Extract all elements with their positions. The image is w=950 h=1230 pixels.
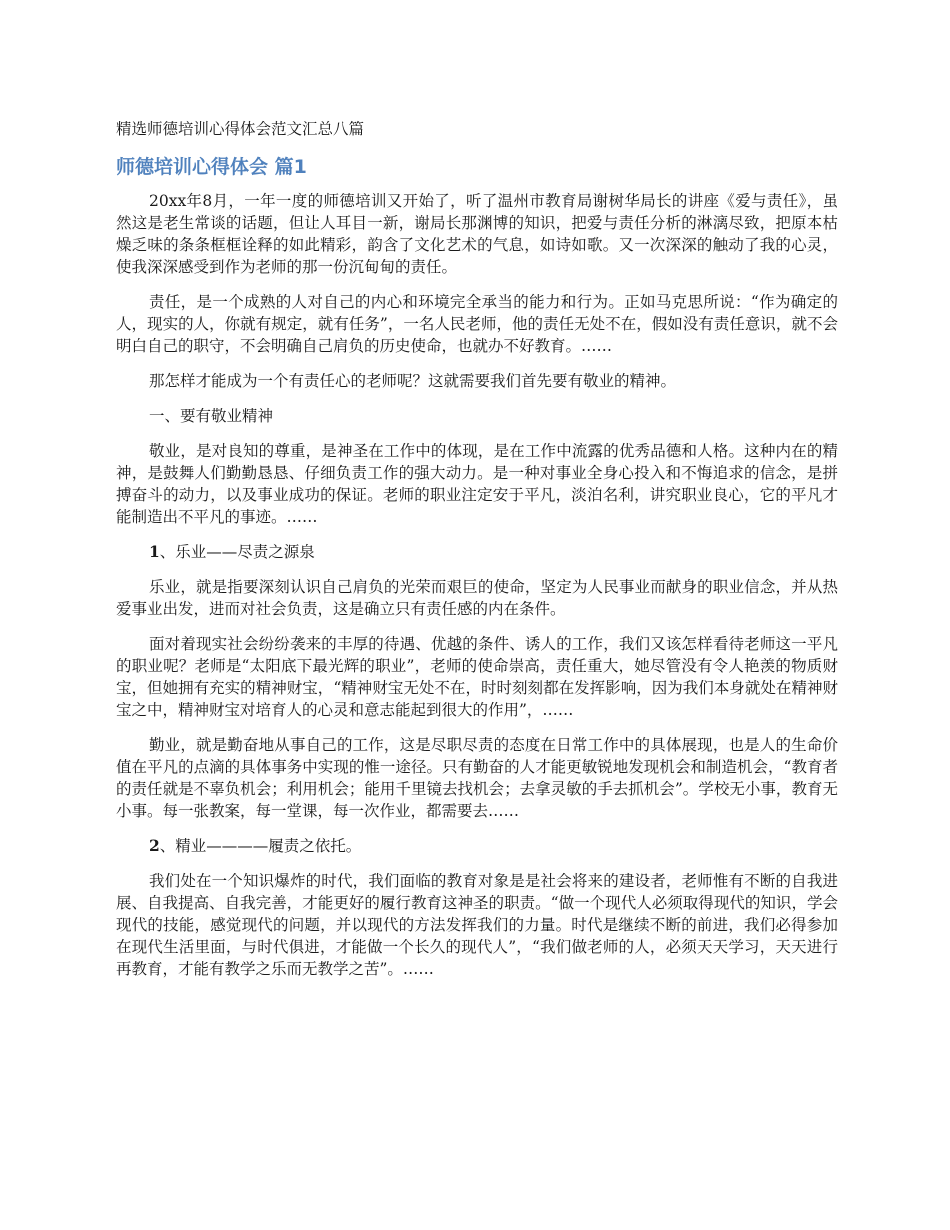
paragraph-8: 我们处在一个知识爆炸的时代，我们面临的教育对象是是社会将来的建设者，老师惟有不断的自我进展、自我提高、自我完善，才能更好的履行教育这神圣的职责。“做一个现代人必须取得现代的知识，学会现代的技能，感觉现代的问题，并以现代的方法发挥我们的力量。时代是继续不断的前进，我们必得参加在现代生活里面，与时代俱进，才能做一个长久的现代人”，“我们做老师的人，必须天天学习，天天进行再教育，才能有教学之乐而无教学之苦”。…… — [116, 872, 838, 978]
paragraph-2: 责任，是一个成熟的人对自己的内心和环境完全承当的能力和行为。正如马克思所说：“作为确定的人，现实的人，你就有规定，就有任务”，一名人民老师，他的责任无处不在，假如没有责任意识，就不会明白自己的职守，不会明确自己肩负的历史使命，也就办不好教育。…… — [116, 293, 838, 355]
subheading-1-number: 1 — [149, 542, 160, 561]
subheading-2-number: 2 — [149, 836, 160, 855]
paragraph-5: 乐业，就是指要深刻认识自己肩负的光荣而艰巨的使命，坚定为人民事业而献身的职业信念，并从热爱事业出发，进而对社会负责，这是确立只有责任感的内在条件。 — [116, 578, 838, 618]
paragraph-4: 敬业，是对良知的尊重，是神圣在工作中的体现，是在工作中流露的优秀品德和人格。这种内在的精神，是鼓舞人们勤勤恳恳、仔细负责工作的强大动力。是一种对事业全身心投入和不悔追求的信念，是拼搏奋斗的动力，以及事业成功的保证。老师的职业注定安于平凡，淡泊名利，讲究职业良心，它的平凡才能制造出不平凡的事迹。…… — [116, 442, 838, 526]
paragraph-heading-spirit: 一、要有敬业精神 — [149, 407, 274, 425]
paragraph-6: 面对着现实社会纷纷袭来的丰厚的待遇、优越的条件、诱人的工作，我们又该怎样看待老师这一平凡的职业呢？老师是“太阳底下最光辉的职业”，老师的使命崇高，责任重大，她尽管没有令人艳羡的物质财宝，但她拥有充实的精神财宝，“精神财宝无处不在，时时刻刻都在发挥影响，因为我们本身就处在精神财宝之中，精神财宝对培育人的心灵和意志能起到很大的作用”，…… — [116, 635, 838, 719]
document-title: 精选师德培训心得体会范文汇总八篇 — [116, 120, 365, 138]
paragraph-3: 那怎样才能成为一个有责任心的老师呢？这就需要我们首先要有敬业的精神。 — [149, 372, 677, 390]
paragraph-7: 勤业，就是勤奋地从事自己的工作，这是尽职尽责的态度在日常工作中的具体展现，也是人的生命价值在平凡的点滴的具体事务中实现的惟一途径。只有勤奋的人才能更敏锐地发现机会和制造机会，“教育者的责任就是不辜负机会；利用机会；能用千里镜去找机会；去拿灵敏的手去抓机会”。学校无小事，教育无小事。每一张教案，每一堂课，每一次作业，都需要去…… — [116, 736, 838, 820]
paragraph-1: 20xx年8月，一年一度的师德培训又开始了，听了温州市教育局谢树华局长的讲座《爱与责任》，虽然这是老生常谈的话题，但让人耳目一新，谢局长那渊博的知识，把爱与责任分析的淋漓尽致，把原本枯燥乏味的条条框框诠释的如此精彩，韵含了文化艺术的气息，如诗如歌。又一次深深的触动了我的心灵，使我深深感受到作为老师的那一份沉甸甸的责任。 — [116, 192, 838, 276]
section-heading: 师德培训心得体会 篇1 — [116, 156, 307, 178]
document-page — [116, 118, 838, 993]
subheading-1-text: 、乐业——尽责之源泉 — [159, 543, 315, 561]
subheading-1 — [116, 541, 838, 563]
subheading-2-text: 、精业————履责之依托。 — [159, 837, 362, 855]
subheading-2 — [116, 835, 838, 857]
